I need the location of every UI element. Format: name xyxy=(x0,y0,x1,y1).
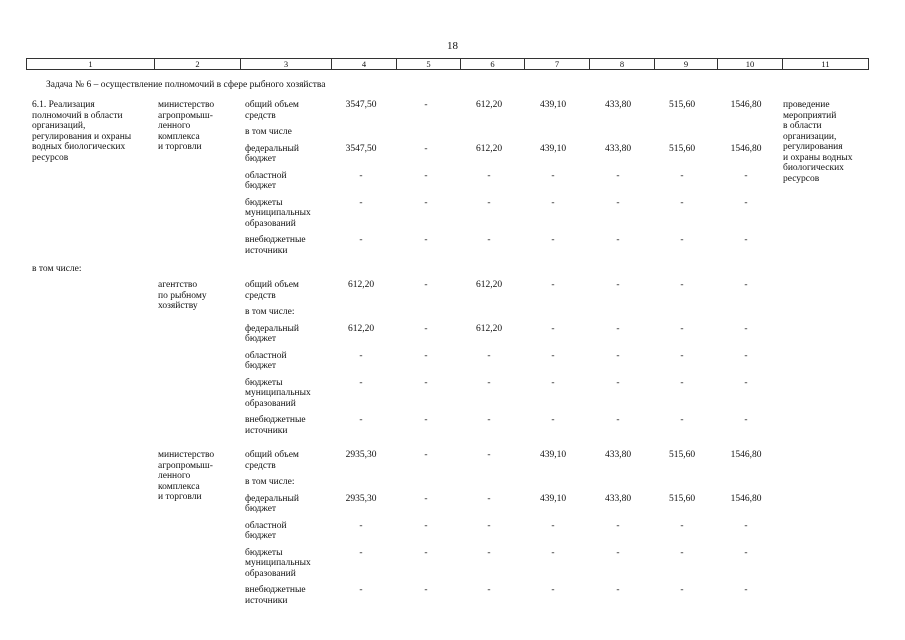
amount-cell: - xyxy=(680,547,684,558)
amount-cell: - xyxy=(744,235,748,245)
column-header-cell: 9 xyxy=(655,59,718,70)
executor-name: министерство агропромыш- ленного комплекса и торговли xyxy=(158,450,215,502)
funding-source: федеральный бюджет xyxy=(245,493,299,514)
funding-source: федеральный бюджет xyxy=(245,323,299,344)
funding-source: внебюджетные источники xyxy=(245,235,306,256)
amount-cell: 515,60 xyxy=(668,143,696,154)
column-header-cell: 8 xyxy=(590,59,655,70)
expected-result: проведение мероприятий в области организации, регулирования и охраны водных биологических ресурсов xyxy=(783,100,853,184)
amount-cell: - xyxy=(744,547,748,558)
amount-cell: - xyxy=(487,520,491,531)
amount-cell: - xyxy=(487,585,491,595)
amount-cell: - xyxy=(424,450,428,460)
amount-cell: 1546,80 xyxy=(730,450,762,460)
amount-cell: 3547,50 xyxy=(345,100,377,110)
subtotal-label: в том числе: xyxy=(32,264,82,274)
amount-cell: - xyxy=(616,585,620,595)
column-number-header xyxy=(26,58,869,70)
amount-cell: - xyxy=(551,350,555,361)
measure-name: 6.1. Реализация полномочий в области организаций, регулирования и охраны водных биологических ресурсов xyxy=(32,100,132,163)
amount-cell: - xyxy=(487,377,491,388)
amount-cell: - xyxy=(616,170,620,181)
amount-cell: - xyxy=(680,280,684,290)
amount-cell: - xyxy=(616,323,620,334)
funding-source: бюджеты муниципальных образований xyxy=(245,197,311,229)
amount-cell: 433,80 xyxy=(604,143,632,154)
amount-cell: - xyxy=(359,585,363,595)
amount-cell: - xyxy=(680,585,684,595)
amount-cell: 515,60 xyxy=(668,100,696,110)
amount-cell: - xyxy=(359,547,363,558)
amount-cell: - xyxy=(487,415,491,425)
amount-cell: 3547,50 xyxy=(345,143,377,154)
amount-cell: - xyxy=(359,350,363,361)
executor-name: министерство агропромыш- ленного комплекса и торговли xyxy=(158,100,215,152)
amount-cell: - xyxy=(680,520,684,531)
amount-cell: - xyxy=(487,235,491,245)
amount-cell: 433,80 xyxy=(604,450,632,460)
amount-cell: 612,20 xyxy=(475,323,503,334)
amount-cell: - xyxy=(680,197,684,208)
column-header-cell: 7 xyxy=(525,59,590,70)
amount-cell: - xyxy=(551,585,555,595)
amount-cell: - xyxy=(744,280,748,290)
amount-cell: - xyxy=(744,585,748,595)
executor-name: агентство по рыбному хозяйству xyxy=(158,280,207,311)
amount-cell: - xyxy=(424,377,428,388)
amount-cell: - xyxy=(744,170,748,181)
funding-source: общий объем средств xyxy=(245,450,299,471)
amount-cell: - xyxy=(487,493,491,504)
amount-cell: - xyxy=(551,520,555,531)
amount-cell: - xyxy=(424,235,428,245)
funding-source: областной бюджет xyxy=(245,350,287,371)
amount-cell: - xyxy=(424,143,428,154)
amount-cell: - xyxy=(551,547,555,558)
column-header-cell: 2 xyxy=(155,59,241,70)
amount-cell: - xyxy=(424,280,428,290)
amount-cell: - xyxy=(424,100,428,110)
amount-cell: - xyxy=(487,197,491,208)
amount-cell: - xyxy=(744,323,748,334)
task-title: Задача № 6 – осуществление полномочий в сфере рыбного хозяйства xyxy=(46,80,326,90)
amount-cell: - xyxy=(680,350,684,361)
amount-cell: - xyxy=(744,197,748,208)
amount-cell: - xyxy=(424,585,428,595)
amount-cell: - xyxy=(680,415,684,425)
amount-cell: - xyxy=(551,415,555,425)
funding-source: в том числе: xyxy=(245,477,295,487)
amount-cell: - xyxy=(616,197,620,208)
amount-cell: - xyxy=(424,323,428,334)
amount-cell: 439,10 xyxy=(539,100,567,110)
funding-source: в том числе: xyxy=(245,307,295,317)
amount-cell: 2935,30 xyxy=(345,450,377,460)
amount-cell: 612,20 xyxy=(475,100,503,110)
amount-cell: 612,20 xyxy=(475,143,503,154)
amount-cell: - xyxy=(359,377,363,388)
amount-cell: - xyxy=(551,377,555,388)
amount-cell: - xyxy=(424,547,428,558)
amount-cell: - xyxy=(359,520,363,531)
column-header-cell: 6 xyxy=(461,59,525,70)
funding-source: федеральный бюджет xyxy=(245,143,299,164)
amount-cell: - xyxy=(551,323,555,334)
column-header-cell: 10 xyxy=(718,59,783,70)
amount-cell: - xyxy=(359,415,363,425)
funding-source: внебюджетные источники xyxy=(245,585,306,606)
amount-cell: 515,60 xyxy=(668,450,696,460)
amount-cell: 612,20 xyxy=(347,280,375,290)
amount-cell: - xyxy=(551,235,555,245)
amount-cell: - xyxy=(616,280,620,290)
amount-cell: - xyxy=(424,493,428,504)
amount-cell: 612,20 xyxy=(347,323,375,334)
amount-cell: - xyxy=(616,415,620,425)
amount-cell: - xyxy=(424,197,428,208)
amount-cell: - xyxy=(744,377,748,388)
amount-cell: 439,10 xyxy=(539,143,567,154)
amount-cell: 612,20 xyxy=(475,280,503,290)
amount-cell: - xyxy=(616,235,620,245)
amount-cell: - xyxy=(616,350,620,361)
amount-cell: - xyxy=(487,170,491,181)
page-number: 18 xyxy=(447,40,458,52)
amount-cell: - xyxy=(359,170,363,181)
funding-source: областной бюджет xyxy=(245,520,287,541)
funding-source: бюджеты муниципальных образований xyxy=(245,377,311,409)
amount-cell: 1546,80 xyxy=(730,100,762,110)
column-header-cell: 11 xyxy=(783,59,869,70)
amount-cell: - xyxy=(359,235,363,245)
funding-source: внебюджетные источники xyxy=(245,415,306,436)
funding-source: общий объем средств xyxy=(245,100,299,121)
funding-source: в том числе xyxy=(245,127,292,137)
funding-source: областной бюджет xyxy=(245,170,287,191)
amount-cell: - xyxy=(551,197,555,208)
amount-cell: - xyxy=(616,520,620,531)
amount-cell: 2935,30 xyxy=(345,493,377,504)
amount-cell: - xyxy=(359,197,363,208)
column-header-cell: 3 xyxy=(241,59,332,70)
amount-cell: 515,60 xyxy=(668,493,696,504)
amount-cell: - xyxy=(744,415,748,425)
amount-cell: - xyxy=(487,350,491,361)
column-header-cell: 5 xyxy=(397,59,461,70)
amount-cell: - xyxy=(616,377,620,388)
amount-cell: - xyxy=(551,280,555,290)
amount-cell: - xyxy=(424,520,428,531)
column-header-cell: 4 xyxy=(332,59,397,70)
amount-cell: - xyxy=(424,170,428,181)
amount-cell: 439,10 xyxy=(539,450,567,460)
amount-cell: - xyxy=(424,415,428,425)
amount-cell: - xyxy=(487,547,491,558)
amount-cell: - xyxy=(551,170,555,181)
amount-cell: - xyxy=(424,350,428,361)
funding-source: бюджеты муниципальных образований xyxy=(245,547,311,579)
amount-cell: 433,80 xyxy=(604,493,632,504)
amount-cell: 1546,80 xyxy=(730,143,762,154)
amount-cell: 433,80 xyxy=(604,100,632,110)
funding-source: общий объем средств xyxy=(245,280,299,301)
amount-cell: 439,10 xyxy=(539,493,567,504)
amount-cell: - xyxy=(616,547,620,558)
amount-cell: - xyxy=(680,235,684,245)
amount-cell: - xyxy=(680,323,684,334)
column-header-cell: 1 xyxy=(27,59,155,70)
amount-cell: - xyxy=(744,520,748,531)
amount-cell: - xyxy=(744,350,748,361)
amount-cell: 1546,80 xyxy=(730,493,762,504)
amount-cell: - xyxy=(680,377,684,388)
amount-cell: - xyxy=(487,450,491,460)
amount-cell: - xyxy=(680,170,684,181)
